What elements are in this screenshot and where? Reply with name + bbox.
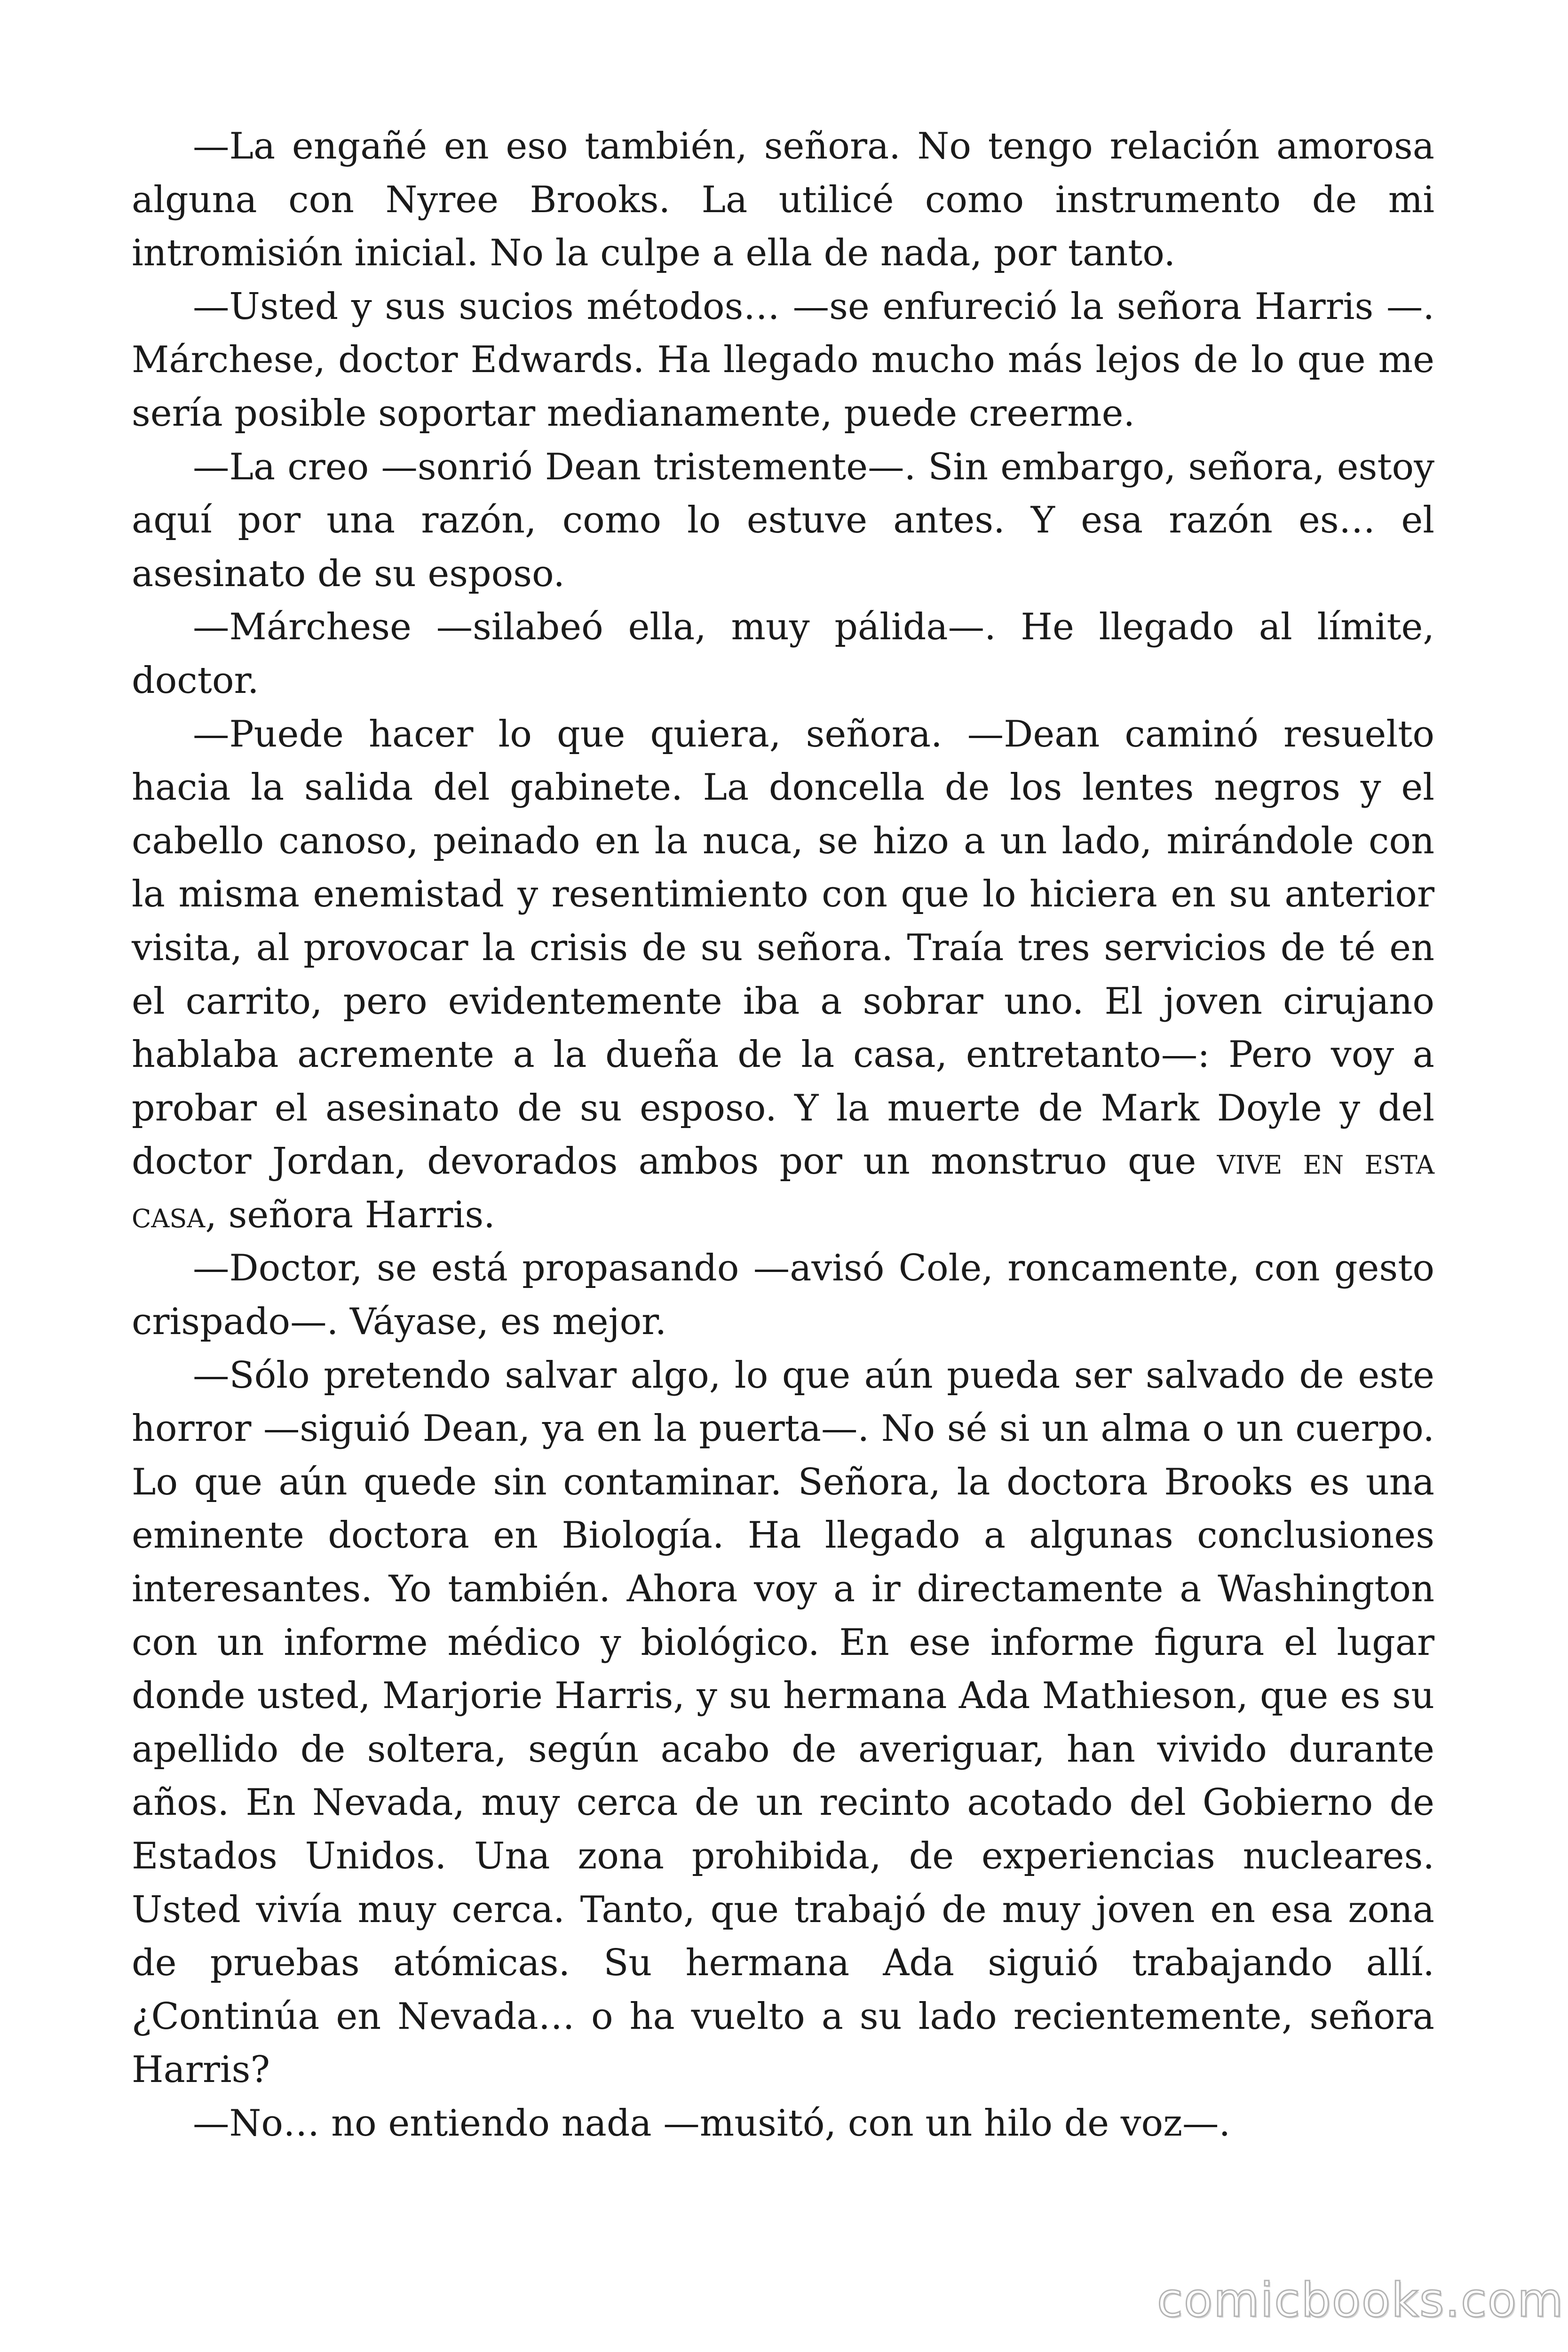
paragraph-7: —Sólo pretendo salvar algo, lo que aún pueda ser salvado de este horror —siguió Dean, ya en la puerta—. No sé si un alma o un cuerpo. Lo que aún quede sin contaminar. Señora, la doctora Brooks es una eminente doctora en Biología. Ha llegado a algunas conclusiones interesantes. Yo también. Ahora voy a ir directamente a Washington con un informe médico y biológico. En ese informe figura el lugar donde usted, Marjorie Harris, y su hermana Ada Mathieson, que es su apellido de soltera, según acabo de averiguar, han vivido durante años. En Nevada, muy cerca de un recinto acotado del Gobierno de Estados Unidos. Una zona prohibida, de experiencias nucleares. Usted vivía muy cerca. Tanto, que trabajó de muy joven en esa zona de pruebas atómicas. Su hermana Ada siguió trabajando allí. ¿Continúa en Nevada… o ha vuelto a su lado recientemente, señora Harris? xyxy=(132,1354,1434,2091)
watermark: comicbooks.com xyxy=(1157,2273,1564,2328)
paragraph-6: —Doctor, se está propasando —avisó Cole, roncamente, con gesto crispado—. Váyase, es mejor. xyxy=(132,1247,1434,1343)
paragraph-5-text: —Puede hacer lo que quiera, señora. —Dean caminó resuelto hacia la salida del gabinete. La doncella de los lentes negros y el cabello canoso, peinado en la nuca, se hizo a un lado, mirándole con la misma enemistad y resentimiento con que lo hiciera en su anterior visita, al provocar la crisis de su señora. Traía tres servicios de té en el carrito, pero evidentemente iba a sobrar uno. El joven cirujano hablaba acremente a la dueña de la casa, entretanto—: Pero voy a probar el asesinato de su esposo. Y la muerte de Mark Doyle y del doctor Jordan, devorados ambos por un monstruo que xyxy=(132,713,1434,1183)
paragraph-5 xyxy=(132,708,1434,1242)
page-body xyxy=(132,120,1434,2151)
paragraph-8: —No… no entiendo nada —musitó, con un hilo de voz—. xyxy=(193,2102,1231,2145)
paragraph-3: —La creo —sonrió Dean tristemente—. Sin embargo, señora, estoy aquí por una razón, como lo estuve antes. Y esa razón es… el asesinato de su esposo. xyxy=(132,445,1434,595)
paragraph-5-tail: , señora Harris. xyxy=(205,1193,495,1236)
paragraph-4: —Márchese —silabeó ella, muy pálida—. He llegado al límite, doctor. xyxy=(132,606,1434,702)
paragraph-1: —La engañé en eso también, señora. No tengo relación amorosa alguna con Nyree Brooks. La utilicé como instrumento de mi intromisión inicial. No la culpe a ella de nada, por tanto. xyxy=(132,125,1434,275)
paragraph-2: —Usted y sus sucios métodos… —se enfureció la señora Harris —. Márchese, doctor Edwards. Ha llegado mucho más lejos de lo que me sería posible soportar medianamente, puede creerme. xyxy=(132,285,1434,435)
paragraph-5-small-caps: vive en esta casa xyxy=(132,1140,1434,1236)
